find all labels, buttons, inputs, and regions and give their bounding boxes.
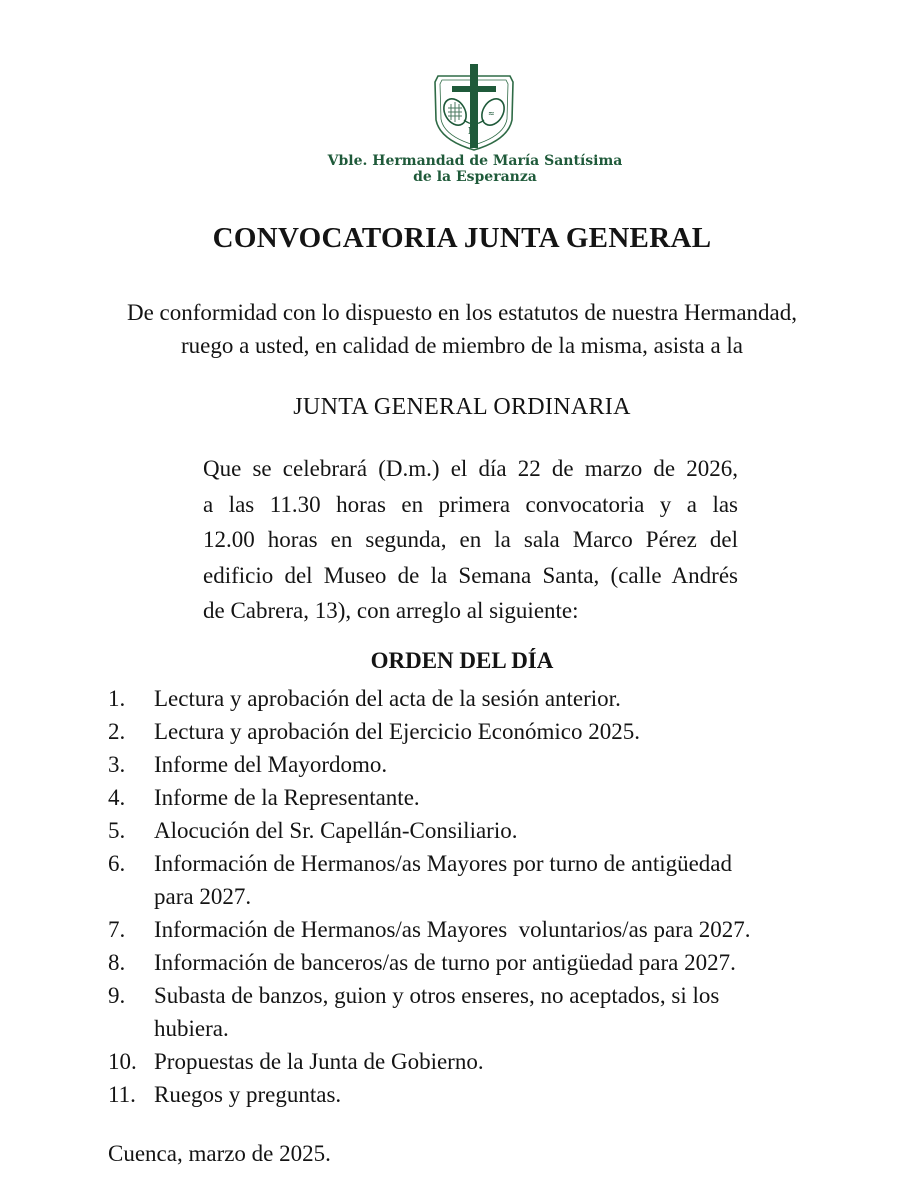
agenda-list <box>108 682 868 1111</box>
agenda-item-number: 4. <box>108 785 126 810</box>
svg-text:M: M <box>468 127 478 137</box>
brotherhood-name <box>300 153 650 185</box>
agenda-item-number: 5. <box>108 818 126 843</box>
agenda-item-number: 8. <box>108 950 126 975</box>
svg-text:≈: ≈ <box>488 109 495 118</box>
intro-line: De conformidad con lo dispuesto en los estatutos de nuestra Hermandad, <box>126 300 798 325</box>
agenda-item <box>108 748 868 781</box>
agenda-item-text: Informe de la Representante. <box>154 785 420 810</box>
agenda-item-text: Información de Hermanos/as Mayores por turno de antigüedad para 2027. <box>154 851 733 909</box>
brotherhood-name-line1: Vble. Hermandad de María Santísima <box>327 153 623 169</box>
details-line: 12.00 horas en segunda, en la sala Marco Pérez del <box>203 527 738 552</box>
details-line: de Cabrera, 13), con arreglo al siguiente: <box>203 598 579 623</box>
agenda-heading: ORDEN DEL DÍA <box>370 648 554 673</box>
intro-line: ruego a usted, en calidad de miembro de la misma, asista a la <box>180 333 744 358</box>
agenda-item-number: 6. <box>108 851 126 876</box>
agenda-item <box>108 847 868 913</box>
agenda-item-number: 9. <box>108 983 126 1008</box>
meeting-details-paragraph <box>203 451 738 629</box>
agenda-item-number: 10. <box>108 1049 137 1074</box>
agenda-item-text: Alocución del Sr. Capellán-Consiliario. <box>154 818 518 843</box>
meeting-type-heading: JUNTA GENERAL ORDINARIA <box>293 394 631 420</box>
details-line: a las 11.30 horas en primera convocatoria y a las <box>203 491 738 517</box>
agenda-item <box>108 715 868 748</box>
place-date-signoff: Cuenca, marzo de 2025. <box>108 1141 331 1166</box>
agenda-item <box>108 1078 868 1111</box>
document-title: CONVOCATORIA JUNTA GENERAL <box>212 222 712 254</box>
agenda-item-number: 7. <box>108 917 126 942</box>
agenda-item-text: Lectura y aprobación del acta de la sesión anterior. <box>154 686 621 711</box>
agenda-item-number: 2. <box>108 719 126 744</box>
agenda-item-text: Subasta de banzos, guion y otros enseres, no aceptados, si los hubiera. <box>154 983 720 1041</box>
cross-shield-emblem-icon <box>428 62 520 154</box>
intro-paragraph <box>40 296 884 362</box>
agenda-item-text: Lectura y aprobación del Ejercicio Económico 2025. <box>154 719 640 744</box>
agenda-item <box>108 979 868 1045</box>
agenda-item <box>108 814 868 847</box>
details-line: Que se celebrará (D.m.) el día 22 de marzo de 2026, <box>203 456 738 481</box>
agenda-item <box>108 781 868 814</box>
agenda-item <box>108 682 868 715</box>
agenda-item-text: Información de Hermanos/as Mayores voluntarios/as para 2027. <box>154 917 751 942</box>
agenda-item <box>108 946 868 979</box>
agenda-item-text: Informe del Mayordomo. <box>154 752 388 777</box>
agenda-item-text: Ruegos y preguntas. <box>154 1082 342 1107</box>
agenda-item <box>108 913 868 946</box>
brotherhood-name-line2: de la Esperanza <box>413 169 537 185</box>
agenda-item-number: 1. <box>108 686 126 711</box>
agenda-item <box>108 1045 868 1078</box>
agenda-item-number: 3. <box>108 752 126 777</box>
agenda-item-text: Propuestas de la Junta de Gobierno. <box>154 1049 484 1074</box>
agenda-item-number: 11. <box>108 1082 136 1107</box>
agenda-item-text: Información de banceros/as de turno por antigüedad para 2027. <box>154 950 736 975</box>
details-line: edificio del Museo de la Semana Santa, (calle Andrés <box>203 562 738 588</box>
